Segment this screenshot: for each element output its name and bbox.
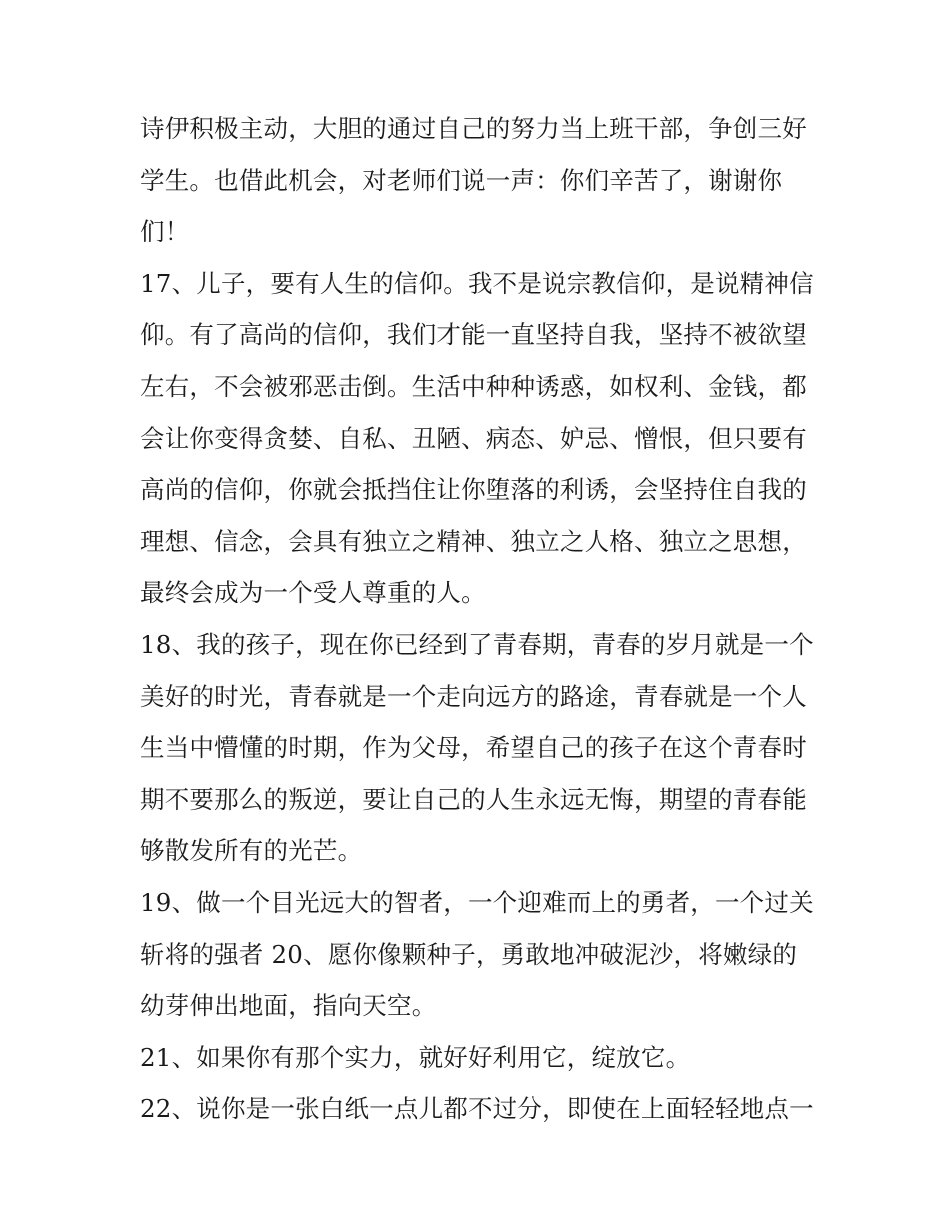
text-line: 们！ bbox=[140, 217, 190, 247]
text-line: 会让你变得贪婪、自私、丑陋、病态、妒忌、憎恨，但只要有 bbox=[140, 423, 807, 453]
text-line: 17、儿子，要有人生的信仰。我不是说宗教信仰，是说精神信 bbox=[140, 268, 814, 298]
text-line: 21、如果你有那个实力，就好好利用它，绽放它。 bbox=[140, 1042, 691, 1072]
text-line: 幼芽伸出地面，指向天空。 bbox=[140, 991, 437, 1021]
text-line: 学生。也借此机会，对老师们说一声：你们辛苦了，谢谢你 bbox=[140, 165, 783, 195]
text-line: 19、做一个目光远大的智者，一个迎难而上的勇者，一个过关 bbox=[140, 887, 814, 917]
text-line: 够散发所有的光芒。 bbox=[140, 836, 363, 866]
text-line: 期不要那么的叛逆，要让自己的人生永远无悔，期望的青春能 bbox=[140, 784, 807, 814]
text-line: 斩将的强者 20、愿你像颗种子，勇敢地冲破泥沙，将嫩绿的 bbox=[140, 939, 798, 969]
text-line: 仰。有了高尚的信仰，我们才能一直坚持自我，坚持不被欲望 bbox=[140, 320, 807, 350]
text-line: 理想、信念，会具有独立之精神、独立之人格、独立之思想， bbox=[140, 526, 807, 556]
text-line: 美好的时光，青春就是一个走向远方的路途，青春就是一个人 bbox=[140, 681, 807, 711]
text-line: 生当中懵懂的时期，作为父母，希望自己的孩子在这个青春时 bbox=[140, 733, 807, 763]
text-line: 22、说你是一张白纸一点儿都不过分，即使在上面轻轻地点一 bbox=[140, 1094, 814, 1124]
text-line: 左右，不会被邪恶击倒。生活中种种诱惑，如权利、金钱，都 bbox=[140, 371, 807, 401]
text-line: 18、我的孩子，现在你已经到了青春期，青春的岁月就是一个 bbox=[140, 629, 814, 659]
text-line: 最终会成为一个受人尊重的人。 bbox=[140, 578, 486, 608]
body-text bbox=[140, 103, 820, 1135]
text-line: 高尚的信仰，你就会抵挡住让你堕落的利诱，会坚持住自我的 bbox=[140, 475, 807, 505]
text-line: 诗伊积极主动，大胆的通过自己的努力当上班干部，争创三好 bbox=[140, 114, 807, 143]
